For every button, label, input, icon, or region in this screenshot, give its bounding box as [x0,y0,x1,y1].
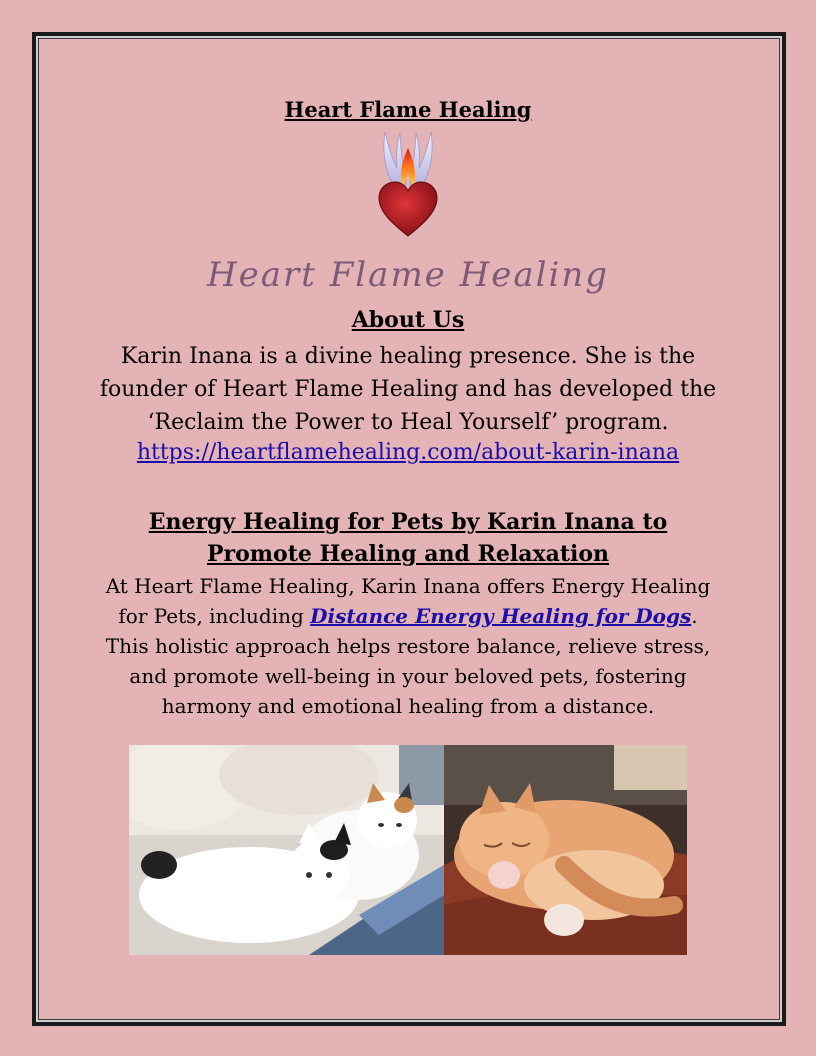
page-title: Heart Flame Healing [284,97,532,122]
cats-photo [129,745,444,955]
energy-body [98,571,718,721]
distance-healing-link[interactable]: Distance Energy Healing for Dogs [310,604,692,628]
about-link[interactable]: https://heartflamehealing.com/about-karin-inana [136,440,680,465]
energy-body-start: At Heart Flame Healing, Karin Inana offers Energy Healing for Pets, including [105,574,711,628]
about-heading: About Us [351,307,465,333]
energy-heading: Energy Healing for Pets by Karin Inana to Promote Healing and Relaxation [148,509,668,567]
sleeping-cat-photo [444,745,687,955]
logo-script-text: Heart Flame Healing [206,255,610,295]
energy-body-end: . This holistic approach helps restore balance, relieve stress, and promote well-being in your beloved pets, fostering harmony and emotional healing from a distance. [105,604,711,718]
winged-flaming-heart-icon [363,128,453,240]
about-body: Karin Inana is a divine healing presence. She is the founder of Heart Flame Healing and has developed the ‘Reclaim the Power to Heal Yourself’ program. [99,344,717,435]
